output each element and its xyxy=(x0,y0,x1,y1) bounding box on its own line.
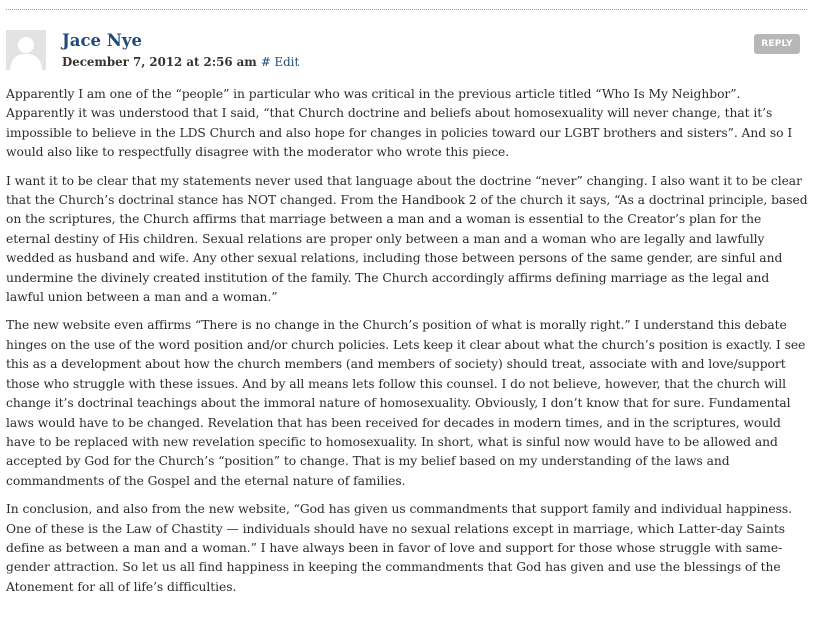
comment-paragraph-4: In conclusion, and also from the new website, “God has given us commandments that support family and individual happiness. One of these is the Law of Chastity — individuals should have no sexual relations except in marriage, which Latter-day Saints define as between a man and a woman.” I have always been in favor of love and support for those whose struggle with same-gender attraction. So let us all find happiness in keeping the commandments that God has given and use the blessings of the Atonement for all of life’s difficulties. xyxy=(6,502,792,594)
avatar xyxy=(6,30,46,70)
comment-body xyxy=(6,85,808,606)
default-avatar-icon xyxy=(6,30,46,70)
comment-date[interactable]: December 7, 2012 at 2:56 am xyxy=(62,55,257,69)
edit-link[interactable]: # Edit xyxy=(260,55,300,69)
comment-author-link[interactable]: Jace Nye xyxy=(62,31,142,50)
comment-paragraph-2: I want it to be clear that my statements never used that language about the doctrine “never” changing. I also want it to be clear that the Church’s doctrinal stance has NOT changed. From the Handbook 2 of the church it says, “As a doctrinal principle, based on the scriptures, the Church affirms that marriage between a man and a woman is essential to the Creator’s plan for the eternal destiny of His children. Sexual relations are proper only between a man and a woman who are legally and lawfully wedded as husband and wife. Any other sexual relations, including those between persons of the same gender, are sinful and undermine the divinely created institution of the family. The Church accordingly affirms defining marriage as the legal and lawful union between a man and a woman.” xyxy=(6,173,808,305)
comment-paragraph-1: Apparently I am one of the “people” in particular who was critical in the previous article titled “Who Is My Neighbor”. Apparently it was understood that I said, “that Church doctrine and beliefs about homosexuality will never change, that it’s impossible to believe in the LDS Church and also hope for changes in policies toward our LGBT brothers and sisters”. And so I would also like to respectfully disagree with the moderator who wrote this piece. xyxy=(6,87,793,160)
comment-meta xyxy=(62,55,299,69)
comment-paragraph-3: The new website even affirms “There is no change in the Church’s position of what is morally right.” I understand this debate hinges on the use of the word position and/or church policies. Lets keep it clear about what the church’s position is exactly. I see this as a development about how the church members (and members of society) should treat, associate with and love/support those who struggle with these issues. And by all means lets follow this counsel. I do not believe, however, that the church will change it’s doctrinal teachings about the immoral nature of homosexuality. Obviously, I don’t know that for sure. Fundamental laws would have to be changed. Revelation that has been received for decades in modern times, and in the scriptures, would have to be replaced with new revelation specific to homosexuality. In short, what is sinful now would have to be allowed and accepted by God for the Church’s “position” to change. That is my belief based on my understanding of the laws and commandments of the Gospel and the eternal nature of families. xyxy=(6,318,806,488)
comment-separator xyxy=(6,9,807,10)
reply-button[interactable]: REPLY xyxy=(754,34,800,54)
